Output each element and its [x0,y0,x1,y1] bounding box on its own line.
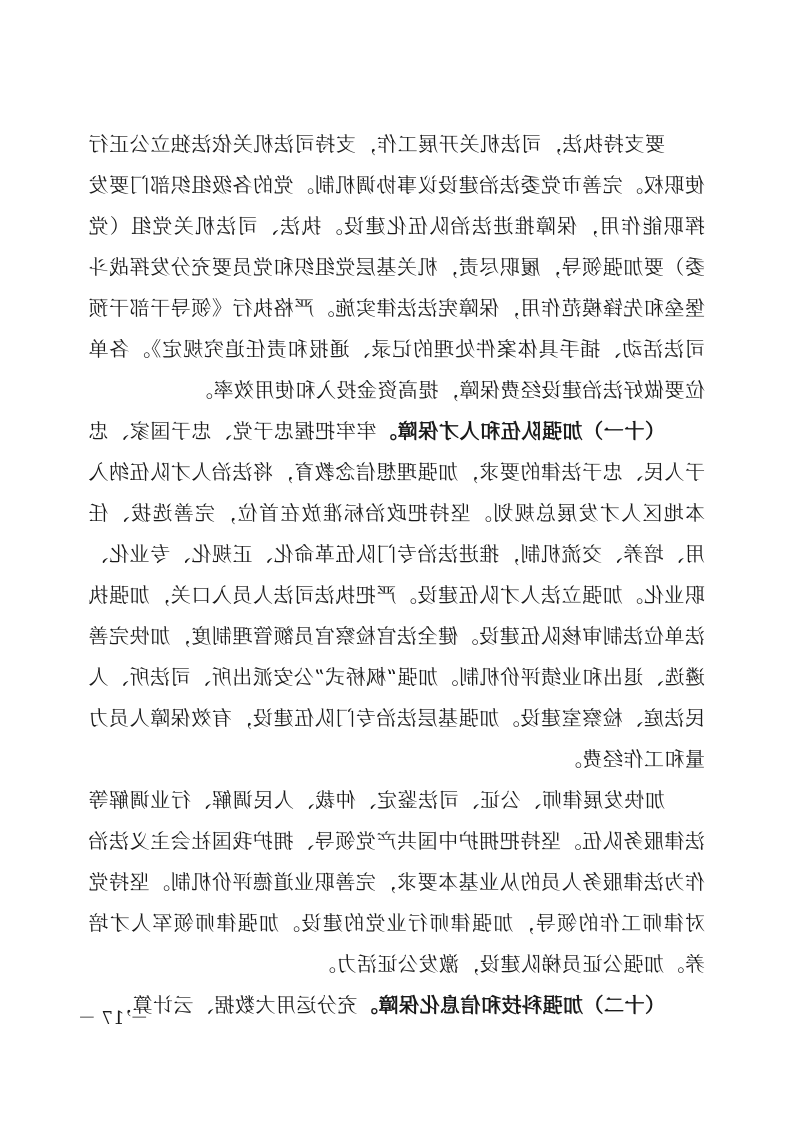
section-heading-12: （十二）加强科技和信息化保障。 [357,993,665,1017]
paragraph-1-text: 要支持执法，司法机关开展工作，支持司法机关依法独立公正行使职权。完善市党委法治建设议事协调机制。党的各级组织部门要发挥职能作用，保障推进法治队伍化建设。执法、司法机关党组（党委）要加强领导，履职尽责，机关基层党组织和党员要充分发挥战斗堡垒和先锋模范作用，保障宪法法律实施。严格执行《领导干部干预司法活动、插手具体案件处理的记录、通报和责任追究规定》。各单位要做好法治建设经费保障，提高资金投入和使用效率。 [88,132,705,402]
paragraph-3-text: 加快发展律师、公证、司法鉴定、仲裁、人民调解、行业调解等法律服务队伍。坚持把拥护中国共产党领导、拥护我国社会主义法治作为法律服务人员的从业基本要求，完善职业道德评价机制。坚持党对律师工作的领导，加强律师行业党的建设。加强律师领军人才培养。加强公证员梯队建设，激发公证活力。 [88,788,705,976]
page-number: － 17 － [77,1008,149,1029]
section-heading-11: （十一）加强队伍和人才保障。 [376,419,665,443]
paragraph-2-text: 牢牢把握忠于党、忠于国家、忠于人民、忠于法律的要求，加强理想信念教育，将法治人才队伍纳入本地区人才发展总规划。坚持把政治标准放在首位，完善选拔、任用、培养、交流机制，推进法治专门队伍革命化、正规化、专业化、职业化。加强立法人才队伍建设。严把执法司法人员入口关，加强执法单位法制审核队伍建设。健全法官检察官员额管理制度，加快完善遴选、退出和业绩评价机制。加强“枫桥式”公安派出所、司法所、人民法庭、检察室建设。加强基层法治专门队伍建设，有效保障人员力量和工作经费。 [87,419,705,771]
paragraph-4 [88,985,705,1026]
paragraph-1 [88,124,705,411]
paragraph-3 [88,780,705,985]
body-text [88,124,705,1026]
paragraph-4-text: 充分运用大数据、云计算， [111,993,358,1017]
paragraph-2 [88,411,705,780]
